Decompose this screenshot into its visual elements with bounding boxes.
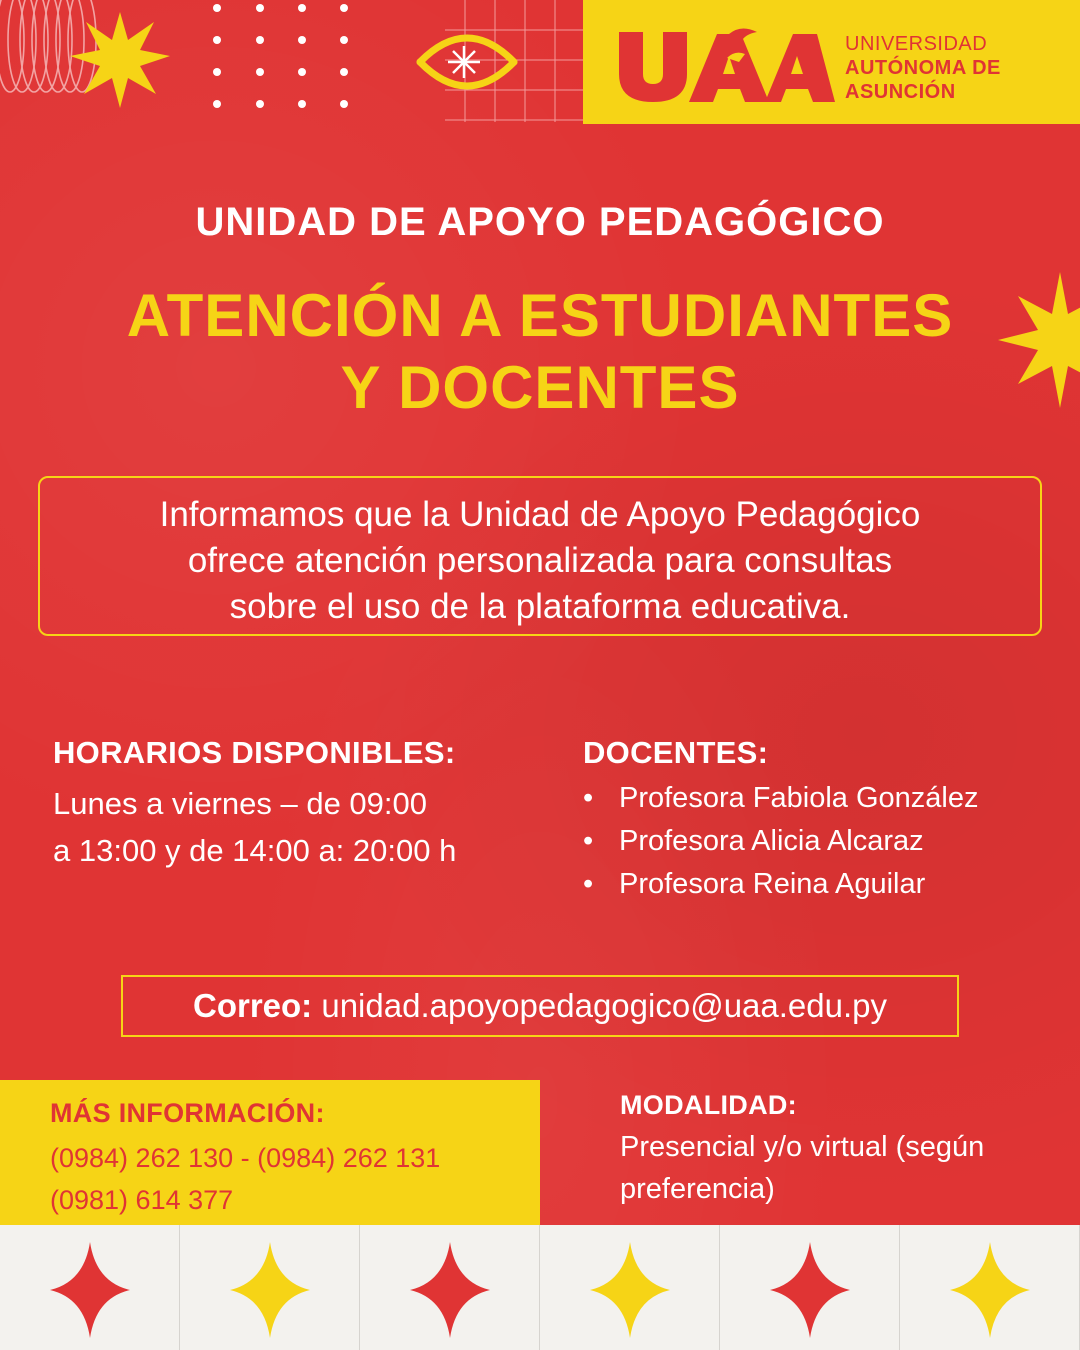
- eye-icon: [412, 22, 522, 102]
- tile: [180, 1225, 360, 1350]
- unit-subtitle: UNIDAD DE APOYO PEDAGÓGICO: [195, 200, 885, 244]
- teachers-list: [583, 777, 1053, 906]
- hours-heading: HORARIOS DISPONIBLES:: [53, 735, 456, 770]
- modality-heading: MODALIDAD:: [620, 1090, 797, 1120]
- phone-line1[interactable]: (0984) 262 130 - (0984) 262 131: [50, 1143, 441, 1173]
- hours-line1: Lunes a viernes – de 09:00: [53, 786, 427, 821]
- email-label: Correo:: [193, 987, 313, 1024]
- page-title-line2: Y DOCENTES: [340, 354, 740, 421]
- modality-text: Presencial y/o virtual (según preferencia): [620, 1131, 985, 1205]
- phone-numbers: [50, 1137, 540, 1221]
- info-line1: Informamos que la Unidad de Apoyo Pedagógico: [159, 495, 921, 534]
- teachers-heading: DOCENTES:: [583, 735, 769, 770]
- more-info-heading: MÁS INFORMACIÓN:: [50, 1098, 325, 1128]
- decorative-tiles: [0, 1225, 1080, 1350]
- starburst-icon: [68, 10, 172, 110]
- info-box: [38, 476, 1042, 636]
- starburst-icon: [998, 270, 1080, 410]
- tile: [900, 1225, 1080, 1350]
- info-line2: ofrece atención personalizada para consultas: [187, 541, 893, 580]
- eagle-logo-icon: [617, 28, 837, 104]
- email-link[interactable]: unidad.apoyopedagogico@uaa.edu.py: [312, 987, 887, 1024]
- list-item: • Profesora Reina Aguilar: [583, 863, 1053, 906]
- page-title: [0, 280, 1080, 424]
- tile: [720, 1225, 900, 1350]
- tile: [0, 1225, 180, 1350]
- university-name-line2: AUTÓNOMA DE: [845, 57, 1001, 79]
- tile: [360, 1225, 540, 1350]
- four-point-star-icon: [770, 1242, 850, 1338]
- dot-grid-icon: [205, 0, 355, 120]
- phone-line2[interactable]: (0981) 614 377: [50, 1185, 234, 1215]
- four-point-star-icon: [590, 1242, 670, 1338]
- university-name-line1: UNIVERSIDAD: [845, 33, 988, 55]
- more-info-panel: [0, 1080, 540, 1225]
- four-point-star-icon: [950, 1242, 1030, 1338]
- page-title-line1: ATENCIÓN A ESTUDIANTES: [126, 282, 954, 349]
- email-box: [121, 975, 959, 1037]
- hours-line2: a 13:00 y de 14:00 a: 20:00 h: [53, 833, 457, 868]
- info-line3: sobre el uso de la plataforma educativa.: [229, 587, 851, 626]
- four-point-star-icon: [230, 1242, 310, 1338]
- hours-text: [53, 780, 553, 874]
- four-point-star-icon: [410, 1242, 490, 1338]
- list-item: • Profesora Alicia Alcaraz: [583, 820, 1053, 863]
- university-name: [845, 32, 1065, 104]
- list-item: • Profesora Fabiola González: [583, 777, 1053, 820]
- university-name-line3: ASUNCIÓN: [845, 81, 956, 103]
- tile: [540, 1225, 720, 1350]
- four-point-star-icon: [50, 1242, 130, 1338]
